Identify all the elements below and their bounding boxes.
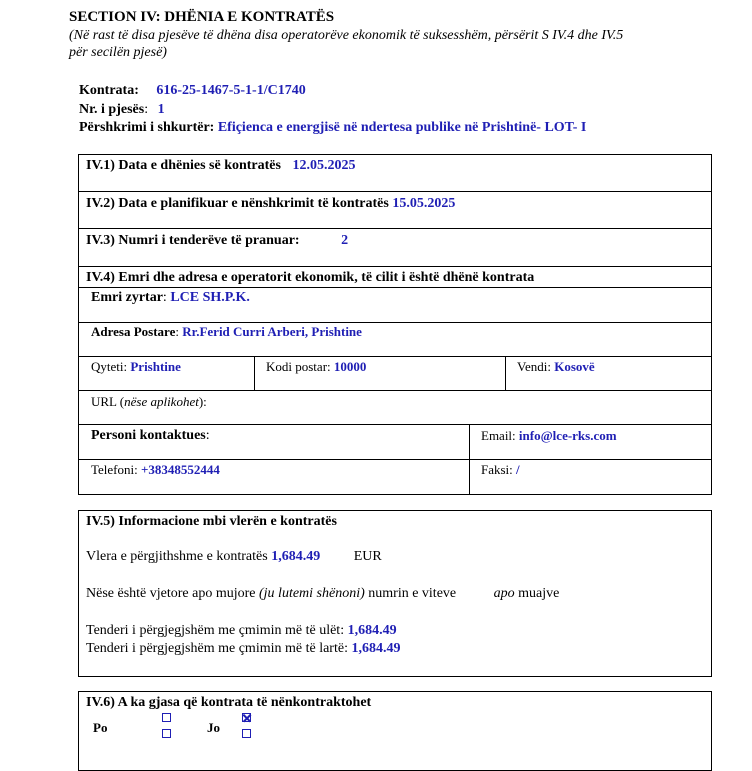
highest-price-row xyxy=(86,641,400,657)
address-value: Rr.Ferid Curri Arberi, Prishtine xyxy=(182,324,362,339)
total-value-row xyxy=(86,549,382,565)
contact-person-row xyxy=(91,428,210,444)
no-checkbox[interactable] xyxy=(242,729,251,738)
fax-value: / xyxy=(516,462,520,477)
contract-row xyxy=(79,83,306,99)
contract-label: Kontrata: xyxy=(79,83,139,98)
divider xyxy=(78,287,712,288)
address-colon: : xyxy=(175,324,179,339)
divider xyxy=(505,356,506,390)
no-label: Jo xyxy=(207,720,220,735)
lot-number: 1 xyxy=(157,102,165,117)
yes-checkbox[interactable] xyxy=(162,729,171,738)
description-label: Përshkrimi i shkurtër: xyxy=(79,120,215,135)
url-label: URL ( xyxy=(91,394,125,409)
official-name-label: Emri zyrtar xyxy=(91,290,163,305)
divider xyxy=(78,322,712,323)
contact-person-colon: : xyxy=(205,428,210,443)
lot-row xyxy=(79,102,165,118)
address-label: Adresa Postare xyxy=(91,324,176,339)
divider xyxy=(78,228,712,229)
email-cell xyxy=(481,428,617,444)
iv1-row xyxy=(86,158,355,174)
iv3-label: IV.3) Numri i tenderëve të pranuar: xyxy=(86,233,300,248)
fax-cell xyxy=(481,462,520,478)
url-note: nëse aplikohet xyxy=(124,394,199,409)
divider xyxy=(78,459,712,460)
highest-price-value: 1,684.49 xyxy=(351,641,401,656)
contact-person-label: Personi kontaktues xyxy=(91,428,206,443)
highest-price-label: Tenderi i përgjegjshëm me çmimin më të lartë: xyxy=(86,641,348,656)
duration-apo: apo xyxy=(493,586,515,601)
divider xyxy=(78,356,712,357)
address-row xyxy=(91,324,362,340)
divider xyxy=(254,356,255,390)
section-note-line1: (Në rast të disa pjesëve të dhëna disa operatorëve ekonomik të suksesshëm, përsërit S IV.4 dhe IV.5 xyxy=(69,28,624,43)
city-value: Prishtine xyxy=(130,359,181,374)
lot-label: Nr. i pjesës xyxy=(79,102,145,117)
postal-label: Kodi postar: xyxy=(266,359,331,374)
duration-years-label: numrin e viteve xyxy=(368,586,457,601)
currency: EUR xyxy=(353,549,382,564)
description-value: Efiçienca e energjisë në ndertesa publike në Prishtinë- LOT- I xyxy=(217,120,587,135)
iv3-value: 2 xyxy=(341,233,349,248)
contract-number: 616-25-1467-5-1-1/C1740 xyxy=(156,83,306,98)
iv1-label: IV.1) Data e dhënies së kontratës xyxy=(86,158,281,173)
phone-value: +38348552444 xyxy=(141,462,220,477)
total-value-label: Vlera e përgjithshme e kontratës xyxy=(86,549,268,564)
lowest-price-row xyxy=(86,623,397,639)
url-row xyxy=(91,394,207,410)
divider xyxy=(469,424,470,495)
iv6-label: IV.6) A ka gjasa që kontrata të nënkontraktohet xyxy=(86,695,372,710)
iv2-label: IV.2) Data e planifikuar e nënshkrimit të kontratës xyxy=(86,196,389,211)
city-cell xyxy=(91,359,181,375)
lot-colon: : xyxy=(144,102,149,117)
email-value: info@lce-rks.com xyxy=(518,428,617,443)
postal-cell xyxy=(266,359,366,375)
duration-row xyxy=(86,586,559,602)
divider xyxy=(78,266,712,267)
email-label: Email: xyxy=(481,428,516,443)
duration-note: (ju lutemi shënoni) xyxy=(259,586,365,601)
iv2-row xyxy=(86,196,455,212)
iv3-row xyxy=(86,233,348,249)
yes-checkbox-top[interactable] xyxy=(162,713,171,722)
country-label: Vendi: xyxy=(517,359,551,374)
iv2-date: 15.05.2025 xyxy=(392,196,456,211)
divider xyxy=(78,390,712,391)
description-row xyxy=(79,120,586,136)
postal-value: 10000 xyxy=(333,359,367,374)
total-value: 1,684.49 xyxy=(271,549,321,564)
section-title: SECTION IV: DHËNIA E KONTRATËS xyxy=(69,9,335,25)
country-value: Kosovë xyxy=(554,359,595,374)
country-cell xyxy=(517,359,595,375)
phone-cell xyxy=(91,462,220,478)
lowest-price-label: Tenderi i përgjegjshëm me çmimin më të ulët: xyxy=(86,623,345,638)
fax-label: Faksi: xyxy=(481,462,513,477)
divider xyxy=(78,191,712,192)
divider xyxy=(78,424,712,425)
phone-label: Telefoni: xyxy=(91,462,138,477)
iv4-label: IV.4) Emri dhe adresa e operatorit ekonomik, të cilit i është dhënë kontrata xyxy=(86,270,535,285)
city-label: Qyteti: xyxy=(91,359,128,374)
official-name-colon: : xyxy=(162,290,167,305)
duration-label: Nëse është vjetore apo mujore xyxy=(86,586,256,601)
lowest-price-value: 1,684.49 xyxy=(347,623,397,638)
duration-months-label: muajve xyxy=(518,586,560,601)
iv1-date: 12.05.2025 xyxy=(292,158,356,173)
official-name-value: LCE SH.P.K. xyxy=(170,290,250,305)
iv5-label: IV.5) Informacione mbi vlerën e kontratës xyxy=(86,514,337,529)
official-name-row xyxy=(91,290,250,306)
url-label-end: ): xyxy=(198,394,207,409)
no-checkbox-checked[interactable] xyxy=(242,713,251,722)
yes-label: Po xyxy=(93,720,108,735)
section-note-line2: për secilën pjesë) xyxy=(69,45,167,60)
